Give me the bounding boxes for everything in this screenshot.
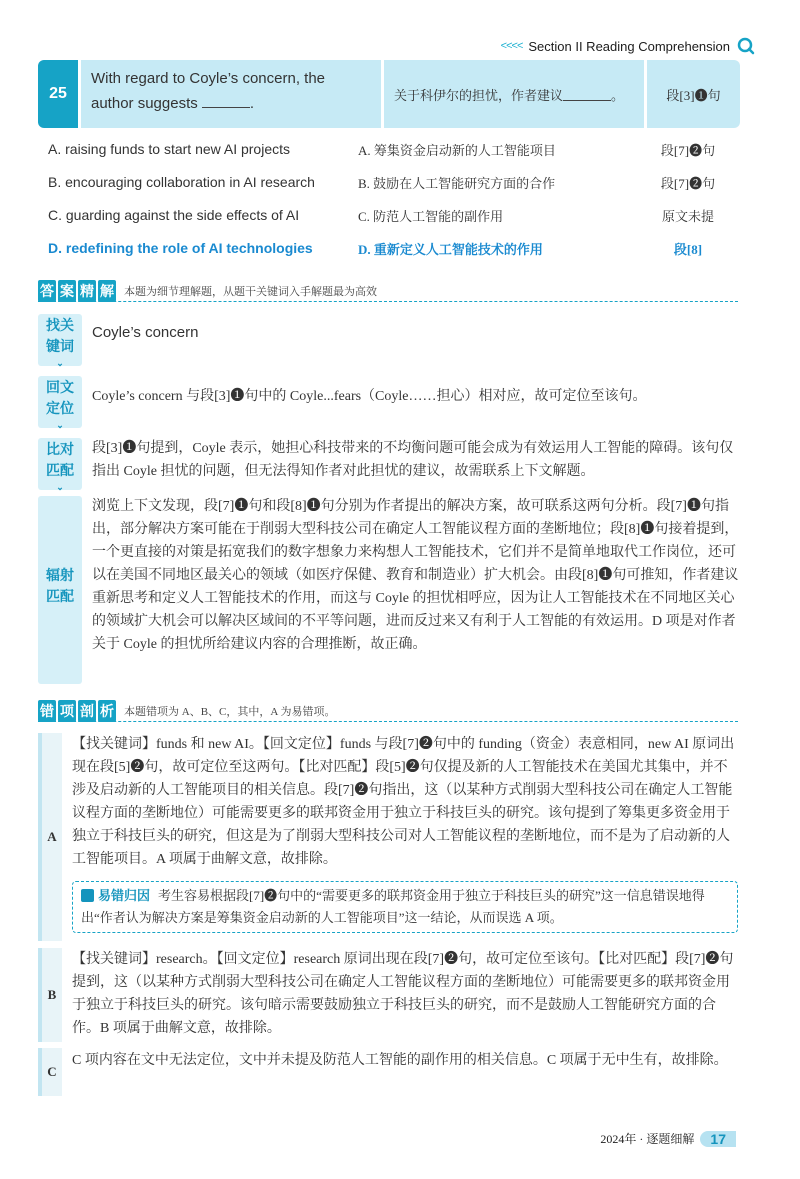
divider <box>38 301 738 302</box>
answer-blank <box>202 94 250 108</box>
tag-char: 剖 <box>78 700 96 722</box>
answer-blank-cn <box>563 87 611 101</box>
tag-char: 精 <box>78 280 96 302</box>
step-text-compare: 段[3]❶句提到，Coyle 表示，她担心科技带来的不均衡问题可能会成为有效运用人工智能的障碍。该句仅指出 Coyle 担忧的问题，但无法得知作者对此担忧的建议，故需联系上下文解题。 <box>92 441 734 479</box>
label-line: 键词 <box>46 340 74 355</box>
question-chinese-text: 关于科伊尔的担忧，作者建议 <box>394 87 564 103</box>
option-ref: 段[7]❷句 <box>660 142 716 158</box>
tag-char: 解 <box>98 280 116 302</box>
step-text-radiate: 浏览上下文发现，段[7]❶句和段[8]❶句分别为作者提出的解决方案，故可联系这两句分析。段[7]❶句指出，部分解决方案可能在于削弱大型科技公司在确定人工智能议程方面的垄断地位；段[8]❶句接着提到，一个更直接的对策是拓宽我们的数字想象力来构想人工智能技术，它们并不是简单地取代工作岗位，还可以在美国不同地区最关心的领域（如医疗保健、教育和制造业）扩大机会。由段[8]❶句可推知，作者建议重新思考和定义人工智能技术的作用，而这与 Coyle 的担忧相呼应，因为让人工智能技术在不同地区关心的领域扩大机会可以解决区域间的不平等问题，进而反过来又有利于人工智能的有效运用。D 项是对作者关于 Coyle 的担忧所给建议内容的合理推断，故正确。 <box>92 499 739 652</box>
chevrons-icon: <<<< <box>500 40 523 52</box>
answer-section-header <box>38 280 377 302</box>
label-line: 匹配 <box>46 590 74 605</box>
chevron-down-icon: ⌄ <box>56 358 64 368</box>
tag-char: 项 <box>58 700 76 722</box>
option-ref: 段[8] <box>673 241 703 257</box>
wrong-option-letter-b: B <box>38 948 62 1042</box>
step-text-keyword: Coyle’s concern <box>92 324 199 341</box>
question-row <box>38 60 740 128</box>
question-chinese <box>384 60 644 128</box>
question-english-text: With regard to Coyle’s concern, the author suggests <box>91 70 326 112</box>
page-header <box>501 36 756 56</box>
step-label-keyword <box>38 314 82 366</box>
option-d-correct <box>48 238 738 258</box>
tag-char: 案 <box>58 280 76 302</box>
tag-char: 错 <box>38 700 56 722</box>
wrong-option-text-b: 【找关键词】research。【回文定位】research 原词出现在段[7]❷句，故可定位至该句。【比对匹配】段[7]❷句提到，这（以某种方式削弱大型科技公司在确定人工智能议程方面的垄断地位）可能需要更多的联邦资金用于独立于科技巨头的研究。该句暗示需要鼓励独立于科技巨头的研究，而不是鼓励人工智能研究方面的合作。B 项属于曲解文意，故排除。 <box>72 952 734 1036</box>
label-line: 找关 <box>46 319 74 334</box>
error-section-header <box>38 700 335 722</box>
magnifier-icon <box>736 36 756 56</box>
tag-char: 答 <box>38 280 56 302</box>
step-text-locate: Coyle’s concern 与段[3]❶句中的 Coyle...fears（Coyle……担心）相对应，故可定位至该句。 <box>92 389 647 404</box>
chevron-down-icon: ⌄ <box>56 482 64 492</box>
error-cause-text: 考生容易根据段[7]❷句中的“需要更多的联邦资金用于独立于科技巨头的研究”这一信息错误地得出“作者认为解决方案是筹集资金启动新的人工智能项目”这一结论，从而误选 A 项。 <box>81 888 705 925</box>
option-ref: 原文未提 <box>661 208 714 224</box>
wrong-option-letter-c: C <box>38 1048 62 1096</box>
page-number: 17 <box>700 1131 736 1147</box>
pen-icon <box>81 889 94 902</box>
error-section-desc: 本题错项为 A、B、C，其中，A 为易错项。 <box>124 706 336 718</box>
label-line: 回文 <box>46 381 74 396</box>
divider <box>38 721 738 722</box>
option-c <box>48 205 738 225</box>
label-line: 辐射 <box>46 569 74 584</box>
label-line: 比对 <box>46 443 74 458</box>
option-en: C. guarding against the side effects of AI <box>48 207 300 223</box>
label-line: 定位 <box>46 402 74 417</box>
step-label-compare <box>38 438 82 490</box>
section-title: Section II Reading Comprehension <box>528 38 730 54</box>
option-en: A. raising funds to start new AI projects <box>48 141 291 157</box>
question-english <box>81 60 381 128</box>
label-line: 匹配 <box>46 464 74 479</box>
option-b <box>48 172 738 192</box>
step-label-radiate <box>38 496 82 684</box>
error-cause-title: 易错归因 <box>98 888 151 903</box>
wrong-option-letter-a: A <box>38 733 62 941</box>
option-cn: A. 筹集资金启动新的人工智能项目 <box>358 142 556 158</box>
error-cause-box <box>72 881 738 933</box>
chevron-down-icon: ⌄ <box>56 420 64 430</box>
step-label-locate <box>38 376 82 428</box>
answer-section-desc: 本题为细节理解题，从题干关键词入手解题最为高效 <box>124 286 377 298</box>
option-en: B. encouraging collaboration in AI research <box>48 174 315 190</box>
wrong-option-text-a: 【找关键词】funds 和 new AI。【回文定位】funds 与段[7]❷句中的 funding（资金）表意相同，new AI 原词出现在段[5]❷句，故可定位至这两句。【比对匹配】段[5]❷句仅提及新的人工智能技术在美国尤其集中，并不涉及启动新的人工智能项目的相关信息。段[7]❷句指出，这（以某种方式削弱大型科技公司在确定人工智能议程方面的垄断地位）可能需要更多的联邦资金用于独立于科技巨头的研究。该句提到了筹集更多资金用于独立于科技巨头的研究，但这是为了削弱大型科技公司对人工智能议程的垄断地位，而不是为了启动新的人工智能项目。A 项属于曲解文意，故排除。 <box>72 737 735 867</box>
option-cn: C. 防范人工智能的副作用 <box>358 208 504 224</box>
question-number: 25 <box>38 60 78 128</box>
option-cn: D. 重新定义人工智能技术的作用 <box>358 241 543 257</box>
option-cn: B. 鼓励在人工智能研究方面的合作 <box>358 175 556 191</box>
option-ref: 段[7]❷句 <box>660 175 716 191</box>
question-chinese-end: 。 <box>611 87 625 103</box>
question-english-end: . <box>249 95 255 112</box>
wrong-option-text-c: C 项内容在文中无法定位，文中并未提及防范人工智能的副作用的相关信息。C 项属于无中生有，故排除。 <box>72 1053 728 1068</box>
question-reference: 段[3]❶句 <box>647 60 740 128</box>
tag-char: 析 <box>98 700 116 722</box>
page-footer <box>600 1130 736 1147</box>
option-en: D. redefining the role of AI technologies <box>48 240 313 256</box>
option-a <box>48 139 738 159</box>
book-title: 2024年 · 逐题细解 <box>600 1132 695 1146</box>
